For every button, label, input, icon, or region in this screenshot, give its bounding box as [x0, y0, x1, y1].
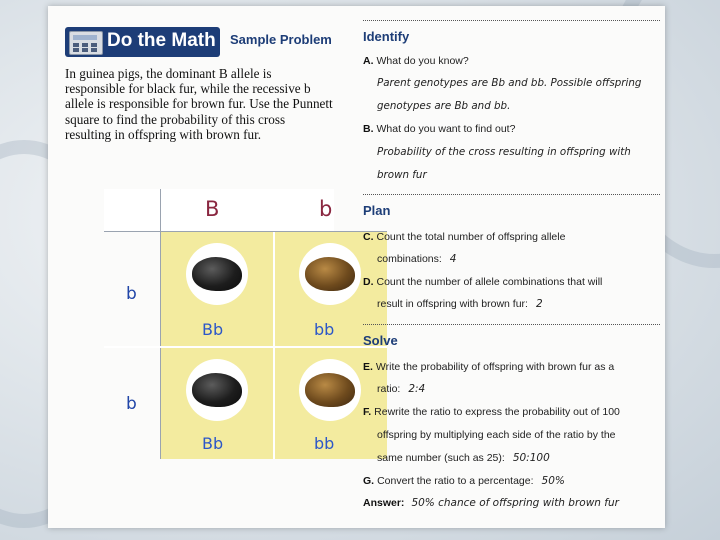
- answer-f: 50:100: [512, 452, 550, 464]
- punnett-square: [104, 189, 334, 459]
- side-allele-1: b: [126, 284, 137, 304]
- solve-heading: Solve: [363, 333, 398, 348]
- divider: [363, 20, 660, 21]
- cell-genotype: Bb: [202, 434, 224, 453]
- question-a: A. What do you know?: [363, 55, 469, 67]
- question-d-line2: result in offspring with brown fur: 2: [377, 298, 543, 310]
- black-guinea-pig: [192, 373, 242, 407]
- offspring-photo-black: [186, 243, 248, 305]
- final-answer-text: 50% chance of offspring with brown fur: [411, 497, 619, 509]
- identify-heading: Identify: [363, 29, 410, 44]
- answer-b-line2: brown fur: [377, 169, 427, 181]
- question-g: G. Convert the ratio to a percentage: 50%: [363, 475, 565, 487]
- answer-c: 4: [449, 253, 457, 265]
- top-allele-2: b: [319, 197, 333, 221]
- answer-d: 2: [535, 298, 543, 310]
- answer-a-line1: Parent genotypes are Bb and bb. Possible offspring: [377, 77, 642, 89]
- question-d: D. Count the number of allele combinations that will: [363, 276, 603, 288]
- cell-genotype: Bb: [202, 320, 224, 339]
- divider: [363, 324, 660, 325]
- question-b: B. What do you want to find out?: [363, 123, 516, 135]
- do-the-math-title: Do the Math: [107, 30, 216, 51]
- offspring-photo-black: [186, 359, 248, 421]
- brown-guinea-pig: [305, 373, 355, 407]
- do-the-math-badge: [65, 27, 220, 57]
- textbook-page: [48, 6, 665, 528]
- cell-genotype: bb: [314, 434, 335, 453]
- final-answer: Answer: 50% chance of offspring with brown fur: [363, 497, 619, 509]
- question-f-line2: offspring by multiplying each side of the ratio by the: [377, 429, 616, 441]
- sample-problem-label: Sample Problem: [230, 32, 332, 47]
- offspring-photo-brown: [299, 243, 361, 305]
- side-allele-2: b: [126, 394, 137, 414]
- calculator-icon: [69, 31, 103, 55]
- question-f: F. Rewrite the ratio to express the probability out of 100: [363, 406, 620, 418]
- question-c: C. Count the total number of offspring allele: [363, 231, 566, 243]
- question-e-line2: ratio: 2:4: [377, 383, 426, 395]
- answer-g: 50%: [541, 475, 565, 487]
- divider: [363, 194, 660, 195]
- question-e: E. Write the probability of offspring with brown fur as a: [363, 361, 615, 373]
- offspring-photo-brown: [299, 359, 361, 421]
- cell-genotype: bb: [314, 320, 335, 339]
- plan-heading: Plan: [363, 203, 391, 218]
- top-allele-1: B: [205, 197, 220, 221]
- brown-guinea-pig: [305, 257, 355, 291]
- black-guinea-pig: [192, 257, 242, 291]
- answer-a-line2: genotypes are Bb and bb.: [377, 100, 511, 112]
- question-f-line3: same number (such as 25): 50:100: [377, 452, 550, 464]
- problem-statement: In guinea pigs, the dominant B allele is responsible for black fur, while the recessive b allele is responsible for brown fur. Use the Punnett square to find the probability of this cross resulting in offspring with brown fur.: [65, 66, 333, 142]
- answer-b-line1: Probability of the cross resulting in offspring with: [377, 146, 631, 158]
- question-c-line2: combinations: 4: [377, 253, 457, 265]
- answer-e: 2:4: [408, 383, 426, 395]
